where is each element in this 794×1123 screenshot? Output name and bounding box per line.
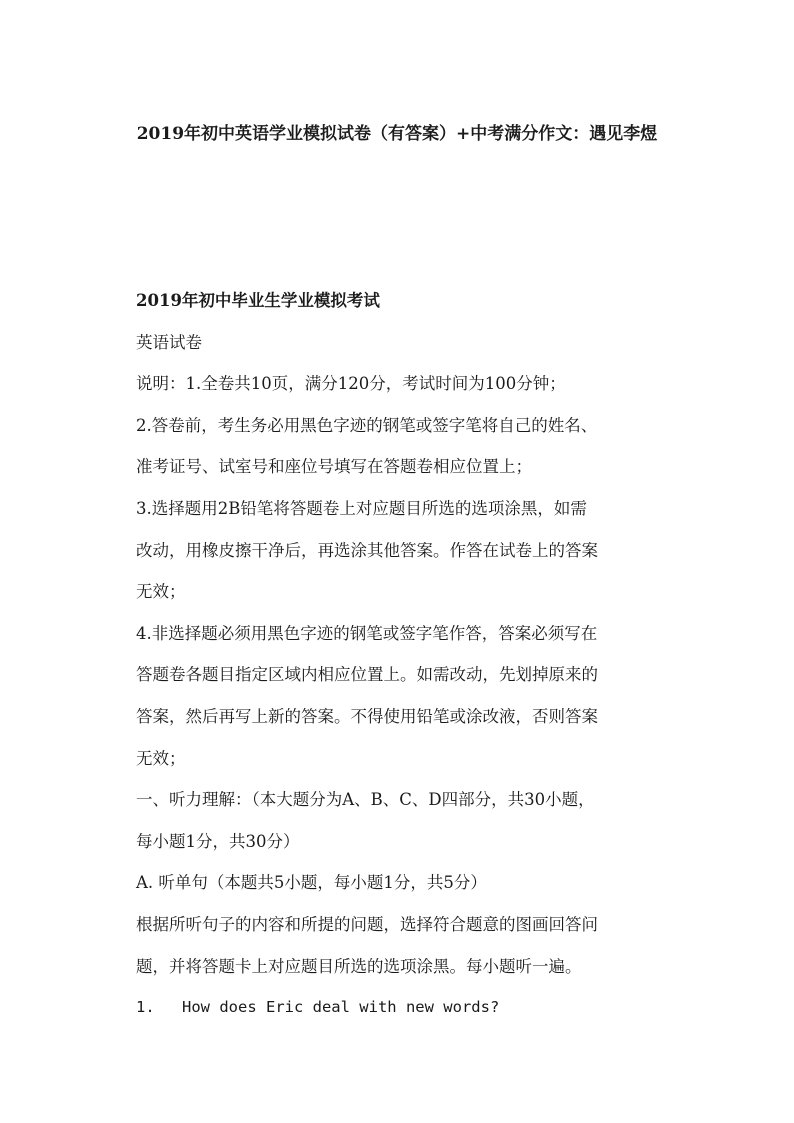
- part-a-heading: A. 听单句（本题共5小题，每小题1分，共5分）: [136, 873, 487, 893]
- instruction-line: 3.选择题用2B铅笔将答题卷上对应题目所选的选项涂黑，如需: [136, 498, 587, 518]
- question-text: How does Eric deal with new words?: [182, 998, 500, 1017]
- part-a-directions: 根据所听句子的内容和所提的问题，选择符合题意的图画回答问: [136, 914, 598, 934]
- instruction-line: 2.答卷前，考生务必用黑色字迹的钢笔或签字笔将自己的姓名、: [136, 415, 598, 435]
- instruction-line: 无效；: [136, 582, 186, 602]
- instruction-line: 答题卷各题目指定区域内相应位置上。如需改动，先划掉原来的: [136, 665, 598, 685]
- instruction-line: 准考证号、试室号和座位号填写在答题卷相应位置上；: [136, 457, 532, 477]
- subject-label: 英语试卷: [136, 332, 202, 352]
- exam-name: 2019年初中毕业生学业模拟考试: [136, 291, 380, 310]
- instruction-line: 无效；: [136, 748, 186, 768]
- section-heading-listening: 一、听力理解：（本大题分为A、B、C、D四部分，共30小题，: [136, 790, 595, 810]
- document-body: [136, 280, 676, 1029]
- question-1: [136, 987, 676, 1029]
- instruction-line: 说明：1.全卷共10页，满分120分，考试时间为100分钟；: [136, 374, 566, 394]
- section-heading-listening-cont: 每小题1分，共30分）: [136, 831, 300, 851]
- instruction-line: 4.非选择题必须用黑色字迹的钢笔或签字笔作答，答案必须写在: [136, 623, 598, 643]
- question-number: 1.: [136, 998, 155, 1017]
- part-a-directions-cont: 题，并将答题卡上对应题目所选的选项涂黑。每小题听一遍。: [136, 956, 582, 976]
- instruction-line: 改动，用橡皮擦干净后，再选涂其他答案。作答在试卷上的答案: [136, 540, 598, 560]
- document-title: 2019年初中英语学业模拟试卷（有答案）+中考满分作文：遇见李煜: [136, 124, 658, 144]
- instruction-line: 答案，然后再写上新的答案。不得使用铅笔或涂改液，否则答案: [136, 706, 598, 726]
